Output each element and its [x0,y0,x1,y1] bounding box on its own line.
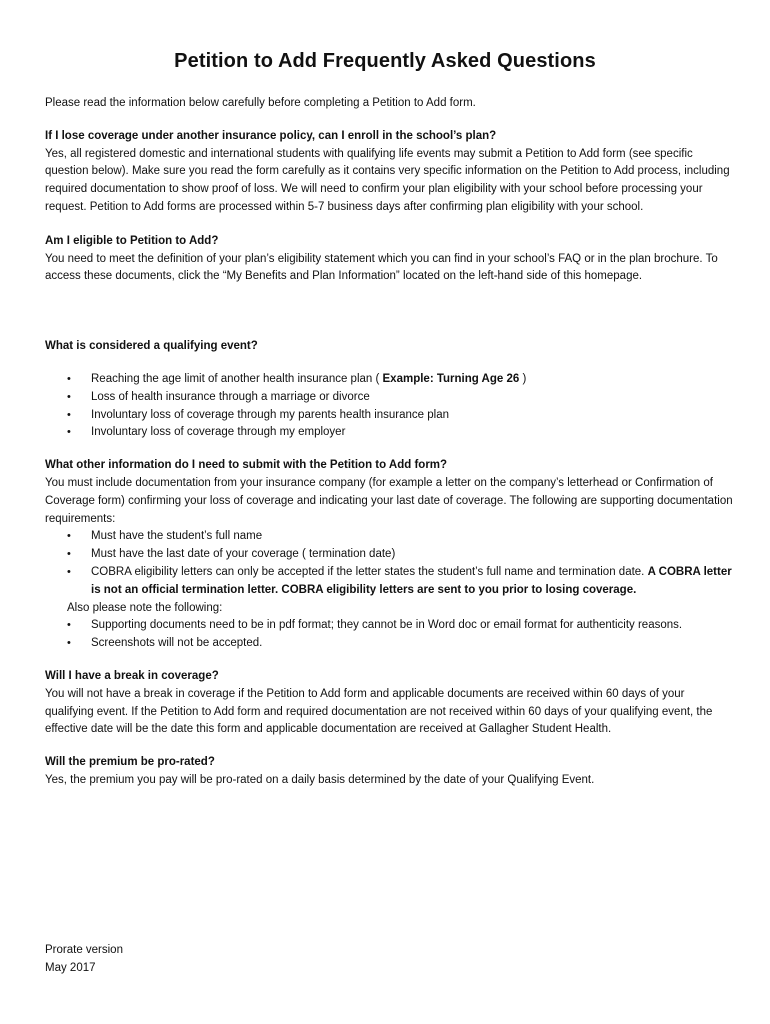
footer-version: Prorate version [45,944,123,956]
document-body [45,95,735,790]
faq-answer-enroll: Yes, all registered domestic and international students with qualifying life events may submit a Petition to Add form (see specific question below). Make sure you read the form carefully as it contains very specific information on the Petition to Add process, including required documentation to show proof of loss. We will need to confirm your plan eligibility with your school before processing your request. Petition to Add forms are processed within 5-7 business days after confirming plan eligibility with your school. [45,147,730,213]
list-item: • Loss of health insurance through a marriage or divorce [45,389,735,407]
faq-answer-break-in-coverage: You will not have a break in coverage if the Petition to Add form and applicable documents are received within 60 days of your qualifying event. If the Petition to Add form and required documentation are not received within 60 days of your qualifying event, the effective date will be the date this form and applicable documentation are received at Gallagher Student Health. [45,687,713,736]
list-item: • Must have the last date of your coverage ( termination date) [45,546,735,564]
list-item: • Reaching the age limit of another health insurance plan ( Example: Turning Age 26 ) [45,371,735,389]
faq-answer-eligible: You need to meet the definition of your plan’s eligibility statement which you can find in your school’s FAQ or in the plan brochure. To access these documents, click the “My Benefits and Plan Information” located on the left-hand side of this homepage. [45,252,718,283]
list-item: • Screenshots will not be accepted. [45,635,735,653]
list-item: • COBRA eligibility letters can only be accepted if the letter states the student’s full name and termination date. A COBRA letter is not an official termination letter. COBRA eligibility letters are sent to you prior to losing coverage. [67,565,732,596]
bullet-icon: • [67,390,71,403]
faq-question-enroll: If I lose coverage under another insurance policy, can I enroll in the school’s plan? [45,129,497,142]
bullet-icon: • [67,408,71,421]
documentation-requirements-list [45,528,735,599]
bullet-icon: • [67,530,71,543]
faq-answer-documentation: You must include documentation from your insurance company (for example a letter on the company’s letterhead or Confirmation of Coverage form) confirming your loss of coverage and indicating your last date of coverage. The following are supporting documentation requirements: [45,476,733,525]
faq-answer-premium: Yes, the premium you pay will be pro-rated on a daily basis determined by the date of your Qualifying Event. [45,773,595,786]
bullet-icon: • [67,565,71,578]
list-item: • Involuntary loss of coverage through my parents health insurance plan [45,407,735,425]
document-footer [45,942,123,978]
bullet-icon: • [67,619,71,632]
additional-notes-list [45,617,735,653]
list-item: • Supporting documents need to be in pdf format; they cannot be in Word doc or email format for authenticity reasons. [45,617,735,635]
faq-question-eligible: Am I eligible to Petition to Add? [45,234,219,247]
bullet-icon: • [67,372,71,385]
qualifying-event-list [45,371,735,442]
list-item: • Involuntary loss of coverage through my employer [45,424,735,442]
page-title: Petition to Add Frequently Asked Questions [174,50,596,72]
faq-question-qualifying-event: What is considered a qualifying event? [45,340,258,353]
bullet-icon: • [67,426,71,439]
faq-question-documentation: What other information do I need to submit with the Petition to Add form? [45,459,448,472]
list-item: • Must have the student’s full name [45,528,735,546]
bullet-icon: • [67,637,71,650]
intro-text: Please read the information below carefully before completing a Petition to Add form. [45,97,476,109]
footer-date: May 2017 [45,961,96,974]
bullet-icon: • [67,548,71,561]
faq-question-premium: Will the premium be pro-rated? [45,756,215,769]
also-note-label: Also please note the following: [67,601,223,614]
faq-question-break-in-coverage: Will I have a break in coverage? [45,669,219,682]
